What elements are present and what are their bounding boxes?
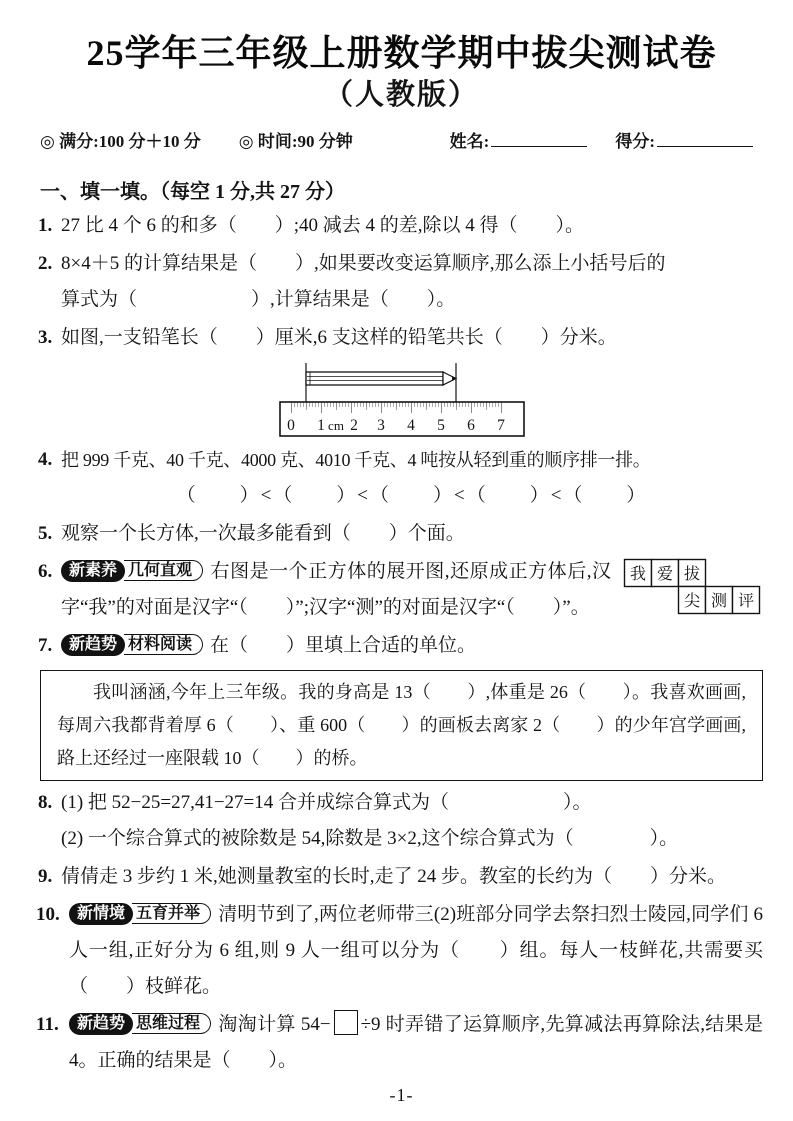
question-8-number: 8. bbox=[38, 792, 53, 813]
question-10 bbox=[36, 897, 763, 1005]
name-blank-line bbox=[491, 132, 587, 147]
question-11 bbox=[36, 1007, 764, 1079]
question-1-number: 1. bbox=[38, 215, 53, 236]
question-10-number: 10. bbox=[36, 904, 60, 925]
ruler-label-4: 4 bbox=[406, 417, 415, 434]
question-4 bbox=[40, 442, 763, 514]
question-10-badge-solid: 新情境 bbox=[69, 903, 133, 925]
net-char-ce: 测 bbox=[710, 593, 728, 610]
page-number: -1- bbox=[389, 1085, 414, 1105]
question-1 bbox=[40, 208, 763, 244]
question-11-text-before: 淘淘计算 54− bbox=[218, 1014, 331, 1035]
question-4-text: 把 999 千克、40 千克、4000 克、4010 千克、4 吨按从轻到重的顺序排一排。 bbox=[61, 450, 651, 470]
question-5-text: 观察一个长方体,一次最多能看到（ ）个面。 bbox=[61, 523, 465, 544]
question-4-number: 4. bbox=[38, 449, 53, 470]
question-9-number: 9. bbox=[38, 866, 53, 887]
question-8-part1: (1) 把 52−25=27,41−27=14 合并成综合算式为（ ）。 bbox=[61, 792, 592, 813]
net-char-jian: 尖 bbox=[683, 593, 701, 610]
score-field bbox=[615, 130, 753, 154]
question-6-body bbox=[61, 554, 763, 626]
question-6-badge-outline: 几何直观 bbox=[124, 560, 203, 581]
ruler-label-7: 7 bbox=[496, 417, 505, 434]
score-blank-line bbox=[657, 132, 753, 147]
section-1-heading: 一、填一填。（每空 1 分,共 27 分） bbox=[40, 181, 345, 203]
question-7-badge-solid: 新趋势 bbox=[61, 634, 125, 656]
question-11-badge-outline: 思维过程 bbox=[132, 1013, 211, 1034]
paper-edition-subtitle: （人教版） bbox=[323, 79, 479, 111]
question-11-text-after: ÷9 时弄错了运算顺序,先算减法再算除法,结果是 4。正确的结果是（ ）。 bbox=[69, 1014, 764, 1071]
question-6-text: 右图是一个正方体的展开图,还原成正方体后,汉字“我”的对面是汉字“（ ）”;汉字“测”的对面是汉字“（ ）”。 bbox=[61, 561, 611, 618]
net-char-wo: 我 bbox=[629, 566, 647, 583]
question-11-body bbox=[69, 1007, 763, 1079]
net-char-ai: 爱 bbox=[656, 566, 674, 583]
question-8-part2: (2) 一个综合算式的被除数是 54,除数是 3×2,这个综合算式为（ ）。 bbox=[61, 828, 679, 849]
ruler-label-2: 2 bbox=[349, 417, 358, 434]
paper-title: 25学年三年级上册数学期中拔尖测试卷 bbox=[86, 33, 717, 73]
question-6-number: 6. bbox=[38, 561, 53, 582]
net-char-ba: 拔 bbox=[683, 566, 701, 583]
question-10-body bbox=[69, 897, 763, 1005]
question-11-badge-solid: 新趋势 bbox=[69, 1013, 133, 1035]
question-2-text-line1: 8×4＋5 的计算结果是（ ）,如果要改变运算顺序,那么添上小括号后的 bbox=[61, 253, 666, 274]
ruler-label-6: 6 bbox=[466, 417, 475, 434]
question-7 bbox=[40, 628, 763, 664]
ruler-label-3: 3 bbox=[376, 417, 385, 434]
question-3 bbox=[40, 320, 763, 440]
full-score-info: ◎ 满分:100 分＋10 分 bbox=[40, 132, 201, 151]
ruler-drawing bbox=[280, 402, 524, 436]
question-6 bbox=[40, 554, 763, 626]
question-5-number: 5. bbox=[38, 523, 53, 544]
question-9 bbox=[40, 859, 763, 895]
question-3-number: 3. bbox=[38, 327, 53, 348]
question-8 bbox=[40, 785, 763, 857]
question-5 bbox=[40, 516, 763, 552]
score-label: 得分: bbox=[615, 132, 655, 151]
question-6-badge-solid: 新素养 bbox=[61, 560, 125, 582]
question-1-text: 27 比 4 个 6 的和多（ ）;40 减去 4 的差,除以 4 得（ ）。 bbox=[61, 215, 585, 236]
name-label: 姓名: bbox=[449, 132, 490, 151]
question-2 bbox=[40, 246, 763, 318]
ruler-label-1: 1 bbox=[316, 417, 325, 434]
pencil-drawing bbox=[306, 372, 456, 385]
question-7-badge-outline: 材料阅读 bbox=[124, 634, 203, 655]
question-9-text: 倩倩走 3 步约 1 米,她测量教室的长时,走了 24 步。教室的长约为（ ）分米。 bbox=[61, 866, 727, 887]
question-7-reading-box: 我叫涵涵,今年上三年级。我的身高是 13（ ）,体重是 26（ ）。我喜欢画画,每周六我都背着厚 6（ ）、重 600（ ）的画板去离家 2（ ）的少年宫学画画,路上还经过一座限载 10（ ）的桥。 bbox=[40, 670, 763, 781]
ruler-label-5: 5 bbox=[436, 417, 445, 434]
paper-meta-row bbox=[40, 130, 763, 154]
question-7-text: 在（ ）里填上合适的单位。 bbox=[210, 635, 477, 656]
name-field bbox=[450, 130, 588, 154]
question-7-number: 7. bbox=[38, 635, 53, 656]
question-4-answer-line: （ ）<（ ）<（ ）<（ ）<（ ） bbox=[176, 485, 648, 506]
question-11-empty-box bbox=[334, 1010, 358, 1035]
question-7-line bbox=[61, 628, 763, 664]
question-10-text: 清明节到了,两位老师带三(2)班部分同学去祭扫烈士陵园,同学们 6 人一组,正好分为 6 组,则 9 人一组可以分为（ ）组。每人一枝鲜花,共需要买（ ）枝鲜花。 bbox=[69, 904, 763, 997]
ruler-label-0: 0 bbox=[286, 417, 295, 434]
question-2-text-line2: 算式为（ ）,计算结果是（ ）。 bbox=[61, 289, 456, 310]
question-3-text: 如图,一支铅笔长（ ）厘米,6 支这样的铅笔共长（ ）分米。 bbox=[61, 327, 617, 348]
net-char-ping: 评 bbox=[737, 593, 755, 610]
ruler-label-cm: cm bbox=[327, 418, 344, 433]
time-info: ◎ 时间:90 分钟 bbox=[238, 132, 353, 151]
question-2-number: 2. bbox=[38, 253, 53, 274]
pencil-ruler-figure bbox=[276, 358, 528, 440]
pencil-ruler-figure-wrap bbox=[40, 358, 763, 440]
question-11-number: 11. bbox=[36, 1014, 59, 1035]
question-10-badge-outline: 五育并举 bbox=[132, 903, 211, 924]
cube-net-figure bbox=[623, 558, 761, 615]
